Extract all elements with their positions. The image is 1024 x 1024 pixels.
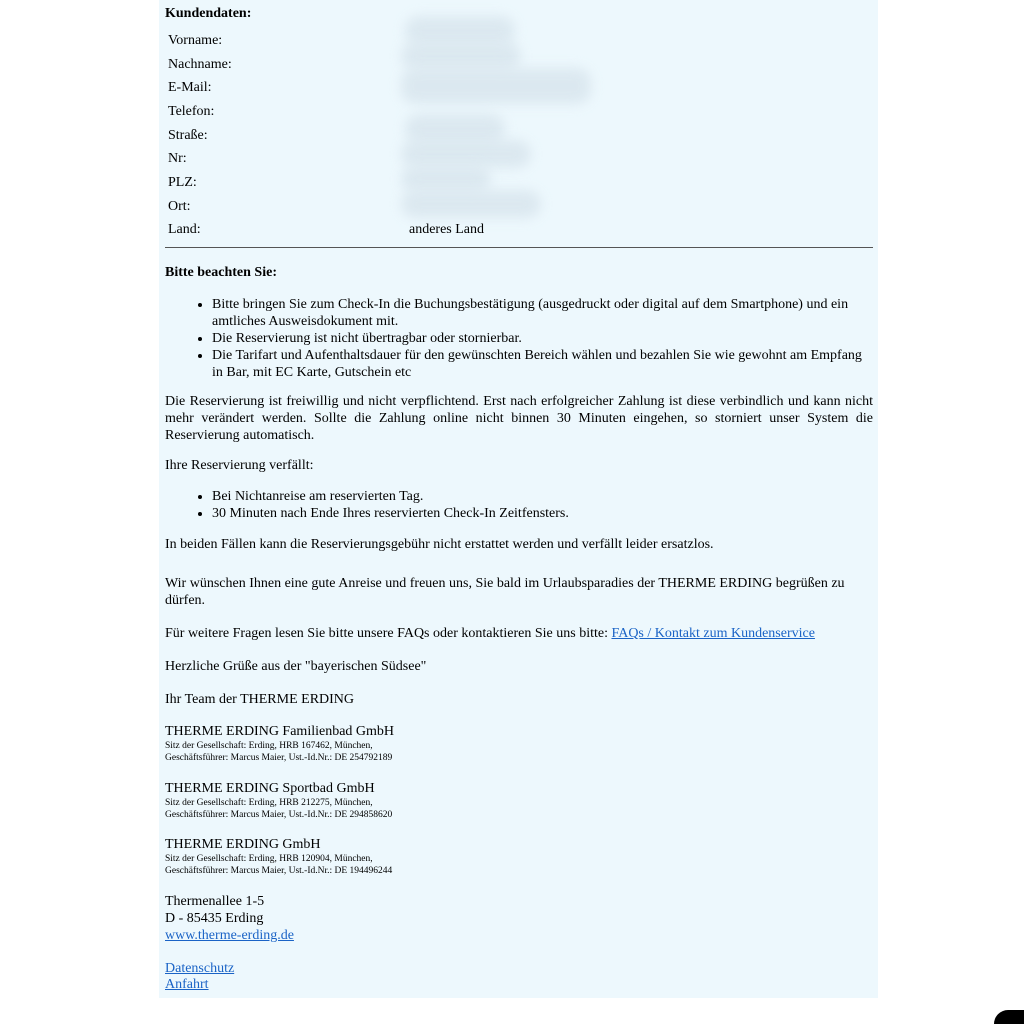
list-item: • Bitte bringen Sie zum Check-In die Buchungsbestätigung (ausgedruckt oder digital auf dem Smartphone) und ein amtliches Ausweisdokument mit. [212,296,873,330]
website-line [165,928,294,944]
expiry-list [165,488,873,522]
field-label-ort: Ort: [168,199,191,214]
directions-link[interactable]: Anfahrt [165,977,209,992]
redacted-ort [401,190,541,218]
company-name-sportbad: THERME ERDING Sportbad GmbH [165,781,375,796]
field-label-nr: Nr: [168,151,187,166]
company-name-familienbad: THERME ERDING Familienbad GmbH [165,724,395,739]
company-register-gmbh: Sitz der Gesellschaft: Erding, HRB 120904, München, [165,854,373,864]
list-item: • Bei Nichtanreise am reservierten Tag. [212,488,873,505]
faq-line [165,625,873,642]
redacted-email [401,68,591,104]
field-label-vorname: Vorname: [168,33,223,48]
team-signature: Ihr Team der THERME ERDING [165,692,355,707]
field-value-land: anderes Land [409,222,485,237]
divider [165,247,873,248]
wish-text: Wir wünschen Ihnen eine gute Anreise und freuen uns, Sie bald im Urlaubsparadies der THERME ERDING begrüßen zu dürfen. [165,576,845,608]
field-label-email: E-Mail: [168,80,212,95]
greeting: Herzliche Grüße aus der "bayerischen Südsee" [165,659,427,674]
customer-data-title: Kundendaten: [165,6,252,21]
privacy-link[interactable]: Datenschutz [165,961,235,976]
field-label-land: Land: [168,222,201,237]
field-label-plz: PLZ: [168,175,197,190]
notice-list [165,296,873,381]
company-ceo-gmbh: Geschäftsführer: Marcus Maier, Ust.-Id.Nr.: DE 194496244 [165,866,393,876]
redacted-nachname [401,42,521,70]
company-ceo-sportbad: Geschäftsführer: Marcus Maier, Ust.-Id.Nr.: DE 294858620 [165,810,393,820]
field-label-nachname: Nachname: [168,57,232,72]
window-corner [994,1010,1024,1024]
list-item: • Die Reservierung ist nicht übertragbar oder stornierbar. [212,330,873,347]
email-panel [159,0,878,998]
redacted-plz [401,166,491,192]
faq-contact-link[interactable]: FAQs / Kontakt zum Kundenservice [611,626,815,641]
address-street: Thermenallee 1-5 [165,894,265,909]
field-label-strasse: Straße: [168,128,208,143]
redacted-nr [401,140,531,168]
list-item: • 30 Minuten nach Ende Ihres reservierten Check-In Zeitfensters. [212,505,873,522]
privacy-line [165,961,234,977]
website-link[interactable]: www.therme-erding.de [165,928,294,943]
field-label-telefon: Telefon: [168,104,215,119]
notice-title: Bitte beachten Sie: [165,265,277,280]
faq-text: Für weitere Fragen lesen Sie bitte unsere FAQs oder kontaktieren Sie uns bitte: [165,626,612,641]
address-city: D - 85435 Erding [165,911,264,926]
company-ceo-familienbad: Geschäftsführer: Marcus Maier, Ust.-Id.Nr.: DE 254792189 [165,753,393,763]
refund-note: In beiden Fällen kann die Reservierungsgebühr nicht erstattet werden und verfällt leider ersatzlos. [165,537,714,552]
directions-line [165,977,209,993]
expiry-intro: Ihre Reservierung verfällt: [165,458,314,473]
company-register-familienbad: Sitz der Gesellschaft: Erding, HRB 167462, München, [165,741,373,751]
company-register-sportbad: Sitz der Gesellschaft: Erding, HRB 212275, München, [165,798,373,808]
reservation-paragraph: Die Reservierung ist freiwillig und nicht verpflichtend. Erst nach erfolgreicher Zahlung ist diese verbindlich und kann nicht mehr verändert werden. Sollte die Zahlung online nicht binnen 30 Minuten eingehen, so storniert unser System die Reservierung automatisch. [165,394,873,443]
list-item: • Die Tarifart und Aufenthaltsdauer für den gewünschten Bereich wählen und bezahlen Sie wie gewohnt am Empfang in Bar, mit EC Karte, Gutschein etc [212,347,873,381]
company-name-gmbh: THERME ERDING GmbH [165,837,321,852]
